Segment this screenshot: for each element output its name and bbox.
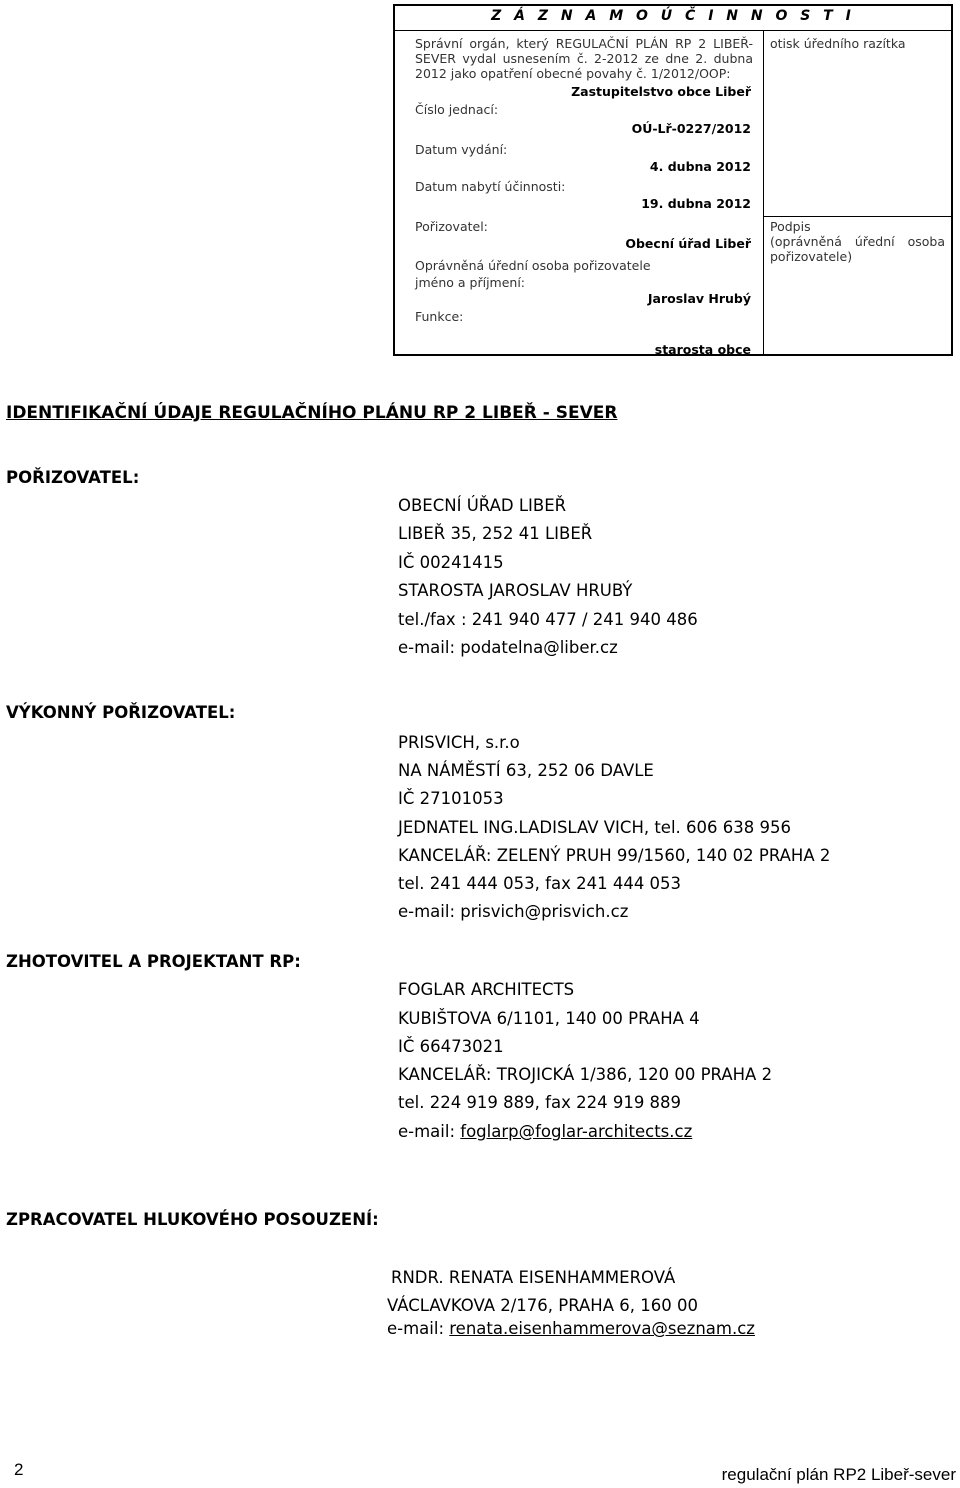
divider [395,30,951,31]
signature-label-note-end: pořizovatele) [770,249,853,264]
executive-line: PRISVICH, s.r.o [398,733,520,752]
footer-document-title: regulační plán RP2 Libeř-sever [721,1465,956,1484]
authority-value: Zastupitelstvo obce Libeř [571,84,751,99]
email-prefix: e-mail: [398,1122,461,1141]
email-prefix: e-mail: [387,1319,450,1338]
noise-assessor-email-line [387,1319,755,1338]
procurer-label: Pořizovatel: [415,219,488,234]
function-label: Funkce: [415,309,464,324]
contractor-email-line [398,1122,692,1141]
stamp-label: otisk úředního razítka [770,36,906,51]
executive-email: e-mail: prisvich@prisvich.cz [398,902,629,921]
noise-assessor-line: VÁCLAVKOVA 2/176, PRAHA 6, 160 00 [387,1296,698,1315]
procurer-line: tel./fax : 241 940 477 / 241 940 486 [398,610,698,629]
effect-date-value: 19. dubna 2012 [641,196,751,211]
section-title-contractor: ZHOTOVITEL A PROJEKTANT RP: [6,952,301,971]
record-of-effect-box [393,4,953,356]
executive-line: JEDNATEL ING.LADISLAV VICH, tel. 606 638 956 [398,818,792,837]
person-label: Oprávněná úřední osoba pořizovatele [415,258,651,273]
procurer-line: IČ 00241415 [398,553,504,572]
person-value: Jaroslav Hrubý [647,291,751,306]
procurer-line: STAROSTA JAROSLAV HRUBÝ [398,581,633,600]
page-number: 2 [14,1460,24,1479]
procurer-email: e-mail: podatelna@liber.cz [398,638,618,657]
authority-text: Správní orgán, který REGULAČNÍ PLÁN RP 2 LIBEŘ-SEVER vydal usnesením č. 2-2012 ze dne 2. dubna 2012 jako opatření obecné povahy č. 1/2012/OOP: [415,36,753,81]
section-title-executive-procurer: VÝKONNÝ POŘIZOVATEL: [6,703,236,722]
contractor-line: KUBIŠTOVA 6/1101, 140 00 PRAHA 4 [398,1009,700,1028]
divider [763,30,764,354]
person-label-name: jméno a příjmení: [415,275,526,290]
section-title-procurer: POŘIZOVATEL: [6,468,140,487]
record-title: Z Á Z N A M O Ú Č I N N O S T I [491,8,855,24]
executive-line: KANCELÁŘ: ZELENÝ PRUH 99/1560, 140 02 PRAHA 2 [398,846,831,865]
signature-label-note: (oprávněná úřední osoba [770,234,945,249]
effect-date-label: Datum nabytí účinnosti: [415,179,566,194]
function-value: starosta obce [654,342,751,357]
signature-label: Podpis [770,219,811,234]
noise-assessor-email-link[interactable]: renata.eisenhammerova@seznam.cz [449,1319,755,1338]
contractor-line: IČ 66473021 [398,1037,504,1056]
procurer-line: LIBEŘ 35, 252 41 LIBEŘ [398,524,593,543]
contractor-email-link[interactable]: foglarp@foglar-architects.cz [460,1122,693,1141]
ref-label: Číslo jednací: [415,102,499,117]
executive-line: IČ 27101053 [398,789,504,808]
procurer-value: Obecní úřad Libeř [625,236,751,251]
contractor-line: tel. 224 919 889, fax 224 919 889 [398,1093,682,1112]
contractor-line: FOGLAR ARCHITECTS [398,980,575,999]
executive-line: tel. 241 444 053, fax 241 444 053 [398,874,682,893]
issue-date-label: Datum vydání: [415,142,508,157]
section-title-noise-assessor: ZPRACOVATEL HLUKOVÉHO POSOUZENÍ: [6,1210,379,1229]
contractor-line: KANCELÁŘ: TROJICKÁ 1/386, 120 00 PRAHA 2 [398,1065,773,1084]
issue-date-value: 4. dubna 2012 [649,159,751,174]
divider [763,216,951,217]
ref-value: OÚ-Lř-0227/2012 [631,121,751,136]
page-heading: IDENTIFIKAČNÍ ÚDAJE REGULAČNÍHO PLÁNU RP 2 LIBEŘ - SEVER [6,403,618,423]
executive-line: NA NÁMĚSTÍ 63, 252 06 DAVLE [398,761,654,780]
procurer-line: OBECNÍ ÚŘAD LIBEŘ [398,496,567,515]
noise-assessor-line: RNDR. RENATA EISENHAMMEROVÁ [391,1268,676,1287]
